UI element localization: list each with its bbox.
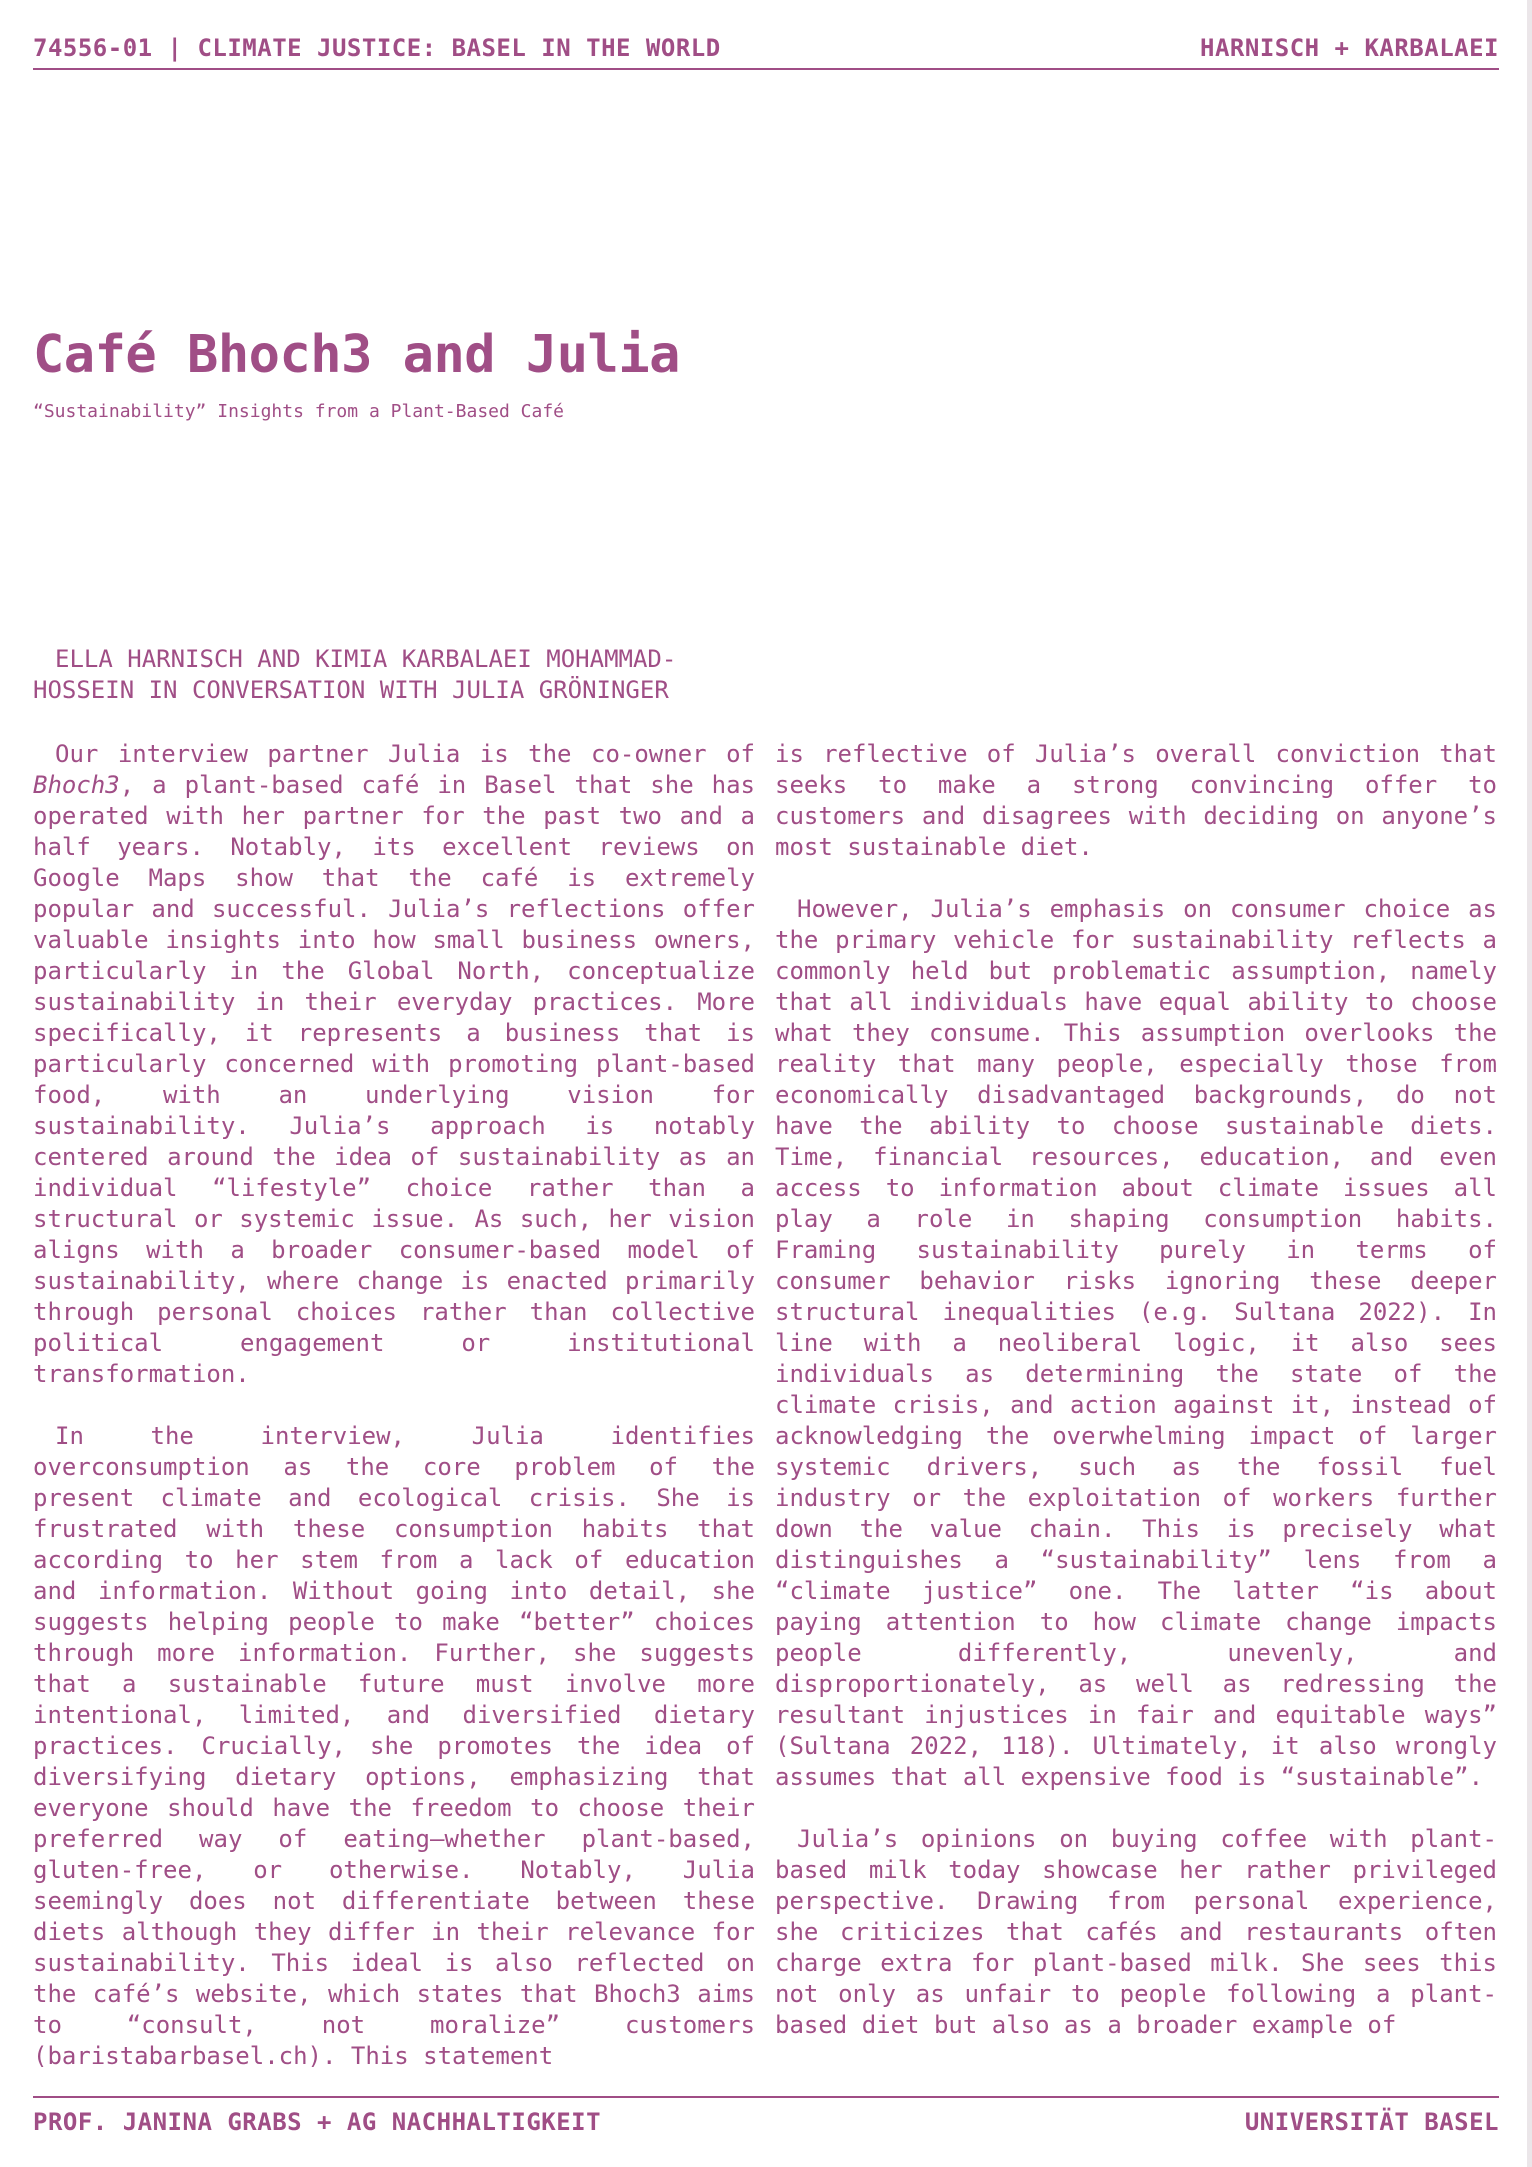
paragraph-2: In the interview, Julia identifies overconsumption as the core problem of the present climate and ecological crisis. She is frustrated with these consumption habits that according to her stem from a lack of education and information. Without going into detail, she suggests helping people to make “better” choices through more information. Further, she suggests that a sustainable future must involve more intentional, limited, and diversified dietary practices. Crucially, she promotes the idea of diversifying dietary options, emphasizing that everyone should have the freedom to choose their preferred way of eating—whether plant-based, gluten-free, or otherwise. Notably, Julia seemingly does not differentiate between these diets although they differ in their relevance for sustainability. This ideal is also reflected on the café’s website, which states that Bhoch3 aims to “consult, not moralize” customers (baristabarbasel.ch). This statement: [33, 1422, 755, 2070]
page-header: [33, 32, 1499, 70]
page-footer: [33, 2096, 1499, 2138]
body-column-left: [33, 739, 755, 2072]
footer-left-label: PROF. JANINA GRABS + AG NACHHALTIGKEIT: [33, 2108, 602, 2136]
article-subtitle: “Sustainability” Insights from a Plant-Based Café: [33, 401, 565, 422]
paragraph-4: Julia’s opinions on buying coffee with plant-based milk today showcase her rather privileged perspective. Drawing from personal experience, she criticizes that cafés and restaurants often charge extra for plant-based milk. She sees this not only as unfair to people following a plant-based diet but also as a broader example of: [775, 1825, 1497, 2039]
paragraph-2-continued: is reflective of Julia’s overall conviction that seeks to make a strong convincing offer to customers and disagrees with deciding on anyone’s most sustainable diet.: [775, 740, 1497, 861]
paragraph-1: [33, 739, 755, 1390]
article-title: Café Bhoch3 and Julia: [33, 325, 680, 385]
page-edge-bar: [1527, 0, 1532, 2167]
paragraph-1-start: Our interview partner Julia is the co-owner of: [55, 740, 755, 768]
paragraph-1-end: , a plant-based café in Basel that she has operated with her partner for the past two and a half years. Notably, its excellent reviews on Google Maps show that the café is extremely popular and successful. Julia’s reflections offer valuable insights into how small business owners, particularly in the Global North, conceptualize sustainability in their everyday practices. More specifically, it represents a business that is particularly concerned with promoting plant-based food, with an underlying vision for sustainability. Julia’s approach is notably centered around the idea of sustainability as an individual “lifestyle” choice rather than a structural or systemic issue. As such, her vision aligns with a broader consumer-based model of sustainability, where change is enacted primarily through personal choices rather than collective political engagement or institutional transformation.: [33, 771, 755, 1388]
footer-right-label: UNIVERSITÄT BASEL: [1244, 2108, 1499, 2136]
course-label: 74556-01 | CLIMATE JUSTICE: BASEL IN THE WORLD: [33, 34, 721, 62]
body-column-right: [775, 739, 1497, 2041]
article-byline: ELLA HARNISCH AND KIMIA KARBALAEI MOHAMMAD-HOSSEIN IN CONVERSATION WITH JULIA GRÖNINGER: [33, 645, 677, 704]
paragraph-3: However, Julia’s emphasis on consumer choice as the primary vehicle for sustainability reflects a commonly held but problematic assumption, namely that all individuals have equal ability to choose what they consume. This assumption overlooks the reality that many people, especially those from economically disadvantaged backgrounds, do not have the ability to choose sustainable diets. Time, financial resources, education, and even access to information about climate issues all play a role in shaping consumption habits. Framing sustainability purely in terms of consumer behavior risks ignoring these deeper structural inequalities (e.g. Sultana 2022). In line with a neoliberal logic, it also sees individuals as determining the state of the climate crisis, and action against it, instead of acknowledging the overwhelming impact of larger systemic drivers, such as the fossil fuel industry or the exploitation of workers further down the value chain. This is precisely what distinguishes a “sustainability” lens from a “climate justice” one. The latter “is about paying attention to how climate change impacts people differently, unevenly, and disproportionately, as well as redressing the resultant injustices in fair and equitable ways” (Sultana 2022, 118). Ultimately, it also wrongly assumes that all expensive food is “sustainable”.: [775, 895, 1497, 1791]
authors-label: HARNISCH + KARBALAEI: [1200, 34, 1499, 62]
cafe-name-emphasis: Bhoch3: [33, 771, 120, 799]
